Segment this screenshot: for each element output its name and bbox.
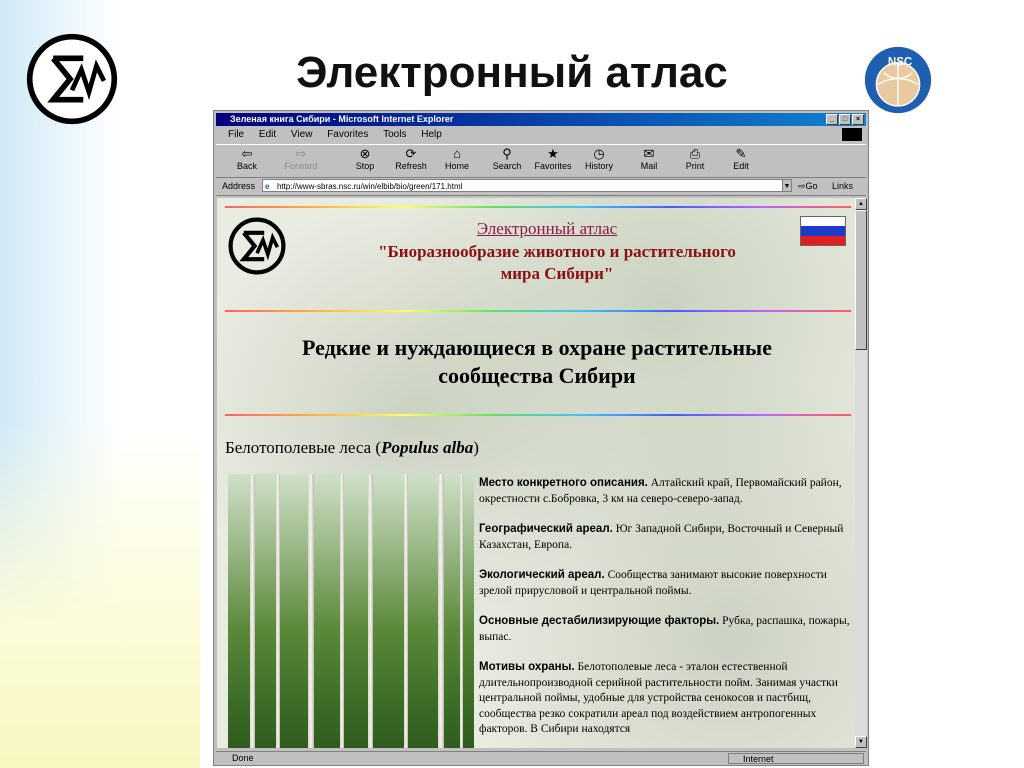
menu-tools[interactable]: Tools [383, 129, 407, 140]
favorites-icon: ★ [547, 146, 559, 161]
atlas-subtitle [327, 241, 787, 285]
nsc-globe-logo-icon [862, 44, 934, 116]
web-page-content [217, 198, 855, 748]
menu-bar [216, 127, 866, 143]
address-input[interactable] [262, 179, 790, 192]
sigma-logo-icon [227, 216, 287, 276]
svg-text:NSC: NSC [887, 56, 913, 69]
scroll-thumb[interactable] [855, 210, 867, 350]
rainbow-divider [225, 310, 851, 312]
home-icon: ⌂ [453, 146, 461, 161]
rainbow-divider [225, 414, 851, 416]
edit-icon: ✎ [735, 146, 747, 161]
section-latin-name: Populus alba [381, 438, 474, 457]
maximize-button[interactable]: □ [839, 114, 851, 125]
status-text: Done [232, 753, 254, 763]
back-button[interactable]: ⇦ Back [224, 147, 270, 171]
address-bar [216, 177, 866, 196]
home-button[interactable]: ⌂ Home [434, 147, 480, 171]
desc-ecological-range: Экологический ареал. Сообщества занимают высокие поверхности зрелой прирусловой и центральной поймы. [479, 569, 827, 597]
desc-geographic-range: Географический ареал. Юг Западной Сибири, Восточный и Северный Казахстан, Европа. [479, 523, 844, 551]
desc-protection-motives: Мотивы охраны. Белотополевые леса - эталон естественной длительнопроизводной серийной растительности пойм. Занимая участки центральной поймы, удобные для устройства сенокосов и пастбищ, сообщества резко сократили ареал под воздействием антропогенных факторов. В Сибири находятся [479, 661, 838, 735]
browser-window [213, 110, 869, 766]
print-button[interactable]: ⎙ Print [672, 147, 718, 171]
refresh-icon: ⟳ [405, 146, 417, 161]
browser-titlebar [216, 113, 866, 126]
links-button[interactable]: Links [832, 181, 854, 191]
address-dropdown-button[interactable]: ▼ [782, 179, 792, 192]
main-heading [227, 334, 847, 390]
history-button[interactable]: ◷ History [576, 147, 622, 171]
desc-location: Место конкретного описания. Алтайский край, Первомайский район, окрестности с.Бобровка, 3 км на северо-северо-запад. [479, 477, 842, 505]
address-label: Address [222, 181, 256, 191]
window-title: Зеленая книга Сибири - Microsoft Internet Explorer [230, 114, 454, 124]
description-block [479, 476, 851, 748]
security-zone [728, 753, 864, 764]
refresh-button[interactable]: ⟳ Refresh [388, 147, 434, 171]
mail-icon: ✉ [643, 146, 655, 161]
russian-flag-icon[interactable] [800, 216, 846, 246]
menu-file[interactable]: File [228, 129, 245, 140]
status-bar [216, 751, 866, 765]
toolbar [216, 144, 866, 178]
search-icon: ⚲ [502, 146, 512, 161]
ie-page-icon: e [265, 182, 270, 191]
atlas-link[interactable]: Электронный атлас [476, 219, 618, 238]
minimize-button[interactable]: _ [826, 114, 838, 125]
section-name: Белотополевые леса [225, 438, 372, 457]
back-arrow-icon: ⇦ [241, 146, 253, 161]
windows-logo-icon [842, 128, 862, 141]
close-button[interactable]: × [852, 114, 864, 125]
print-icon: ⎙ [689, 146, 701, 161]
forward-arrow-icon: ⇨ [295, 146, 307, 161]
edit-button[interactable]: ✎ Edit [718, 147, 764, 171]
rainbow-divider [225, 206, 851, 208]
internet-zone-label: Internet [743, 754, 774, 764]
vertical-scrollbar[interactable] [855, 198, 867, 748]
stop-button[interactable]: ⊗ Stop [342, 147, 388, 171]
scroll-up-button[interactable]: ▲ [855, 198, 867, 210]
scroll-down-button[interactable]: ▼ [855, 736, 867, 748]
mail-button[interactable]: ✉ Mail [626, 147, 672, 171]
menu-favorites[interactable]: Favorites [327, 129, 369, 140]
atlas-subtitle-line2: мира Сибири" [500, 264, 614, 283]
main-heading-line1: Редкие и нуждающиеся в охране растительные [302, 335, 772, 360]
poplar-forest-photo [228, 474, 474, 748]
stop-icon: ⊗ [359, 146, 371, 161]
address-url: http://www-sbras.nsc.ru/win/elbib/bio/green/171.html [277, 182, 463, 191]
menu-help[interactable]: Help [421, 129, 442, 140]
favorites-button[interactable]: ★ Favorites [530, 147, 576, 171]
main-heading-line2: сообщества Сибири [438, 363, 636, 388]
menu-view[interactable]: View [290, 129, 313, 140]
go-button[interactable]: ⇨Go [798, 181, 818, 191]
slide-title: Электронный атлас [296, 48, 728, 97]
menu-edit[interactable]: Edit [258, 129, 277, 140]
forward-button[interactable]: ⇨ Forward [278, 147, 324, 171]
desc-threats: Основные дестабилизирующие факторы. Рубка, распашка, пожары, выпас. [479, 615, 850, 643]
history-icon: ◷ [593, 146, 605, 161]
search-button[interactable]: ⚲ Search [484, 147, 530, 171]
atlas-subtitle-line1: "Биоразнообразие животного и растительного [378, 242, 736, 261]
section-heading: Белотополевые леса (Populus alba) [225, 438, 479, 457]
